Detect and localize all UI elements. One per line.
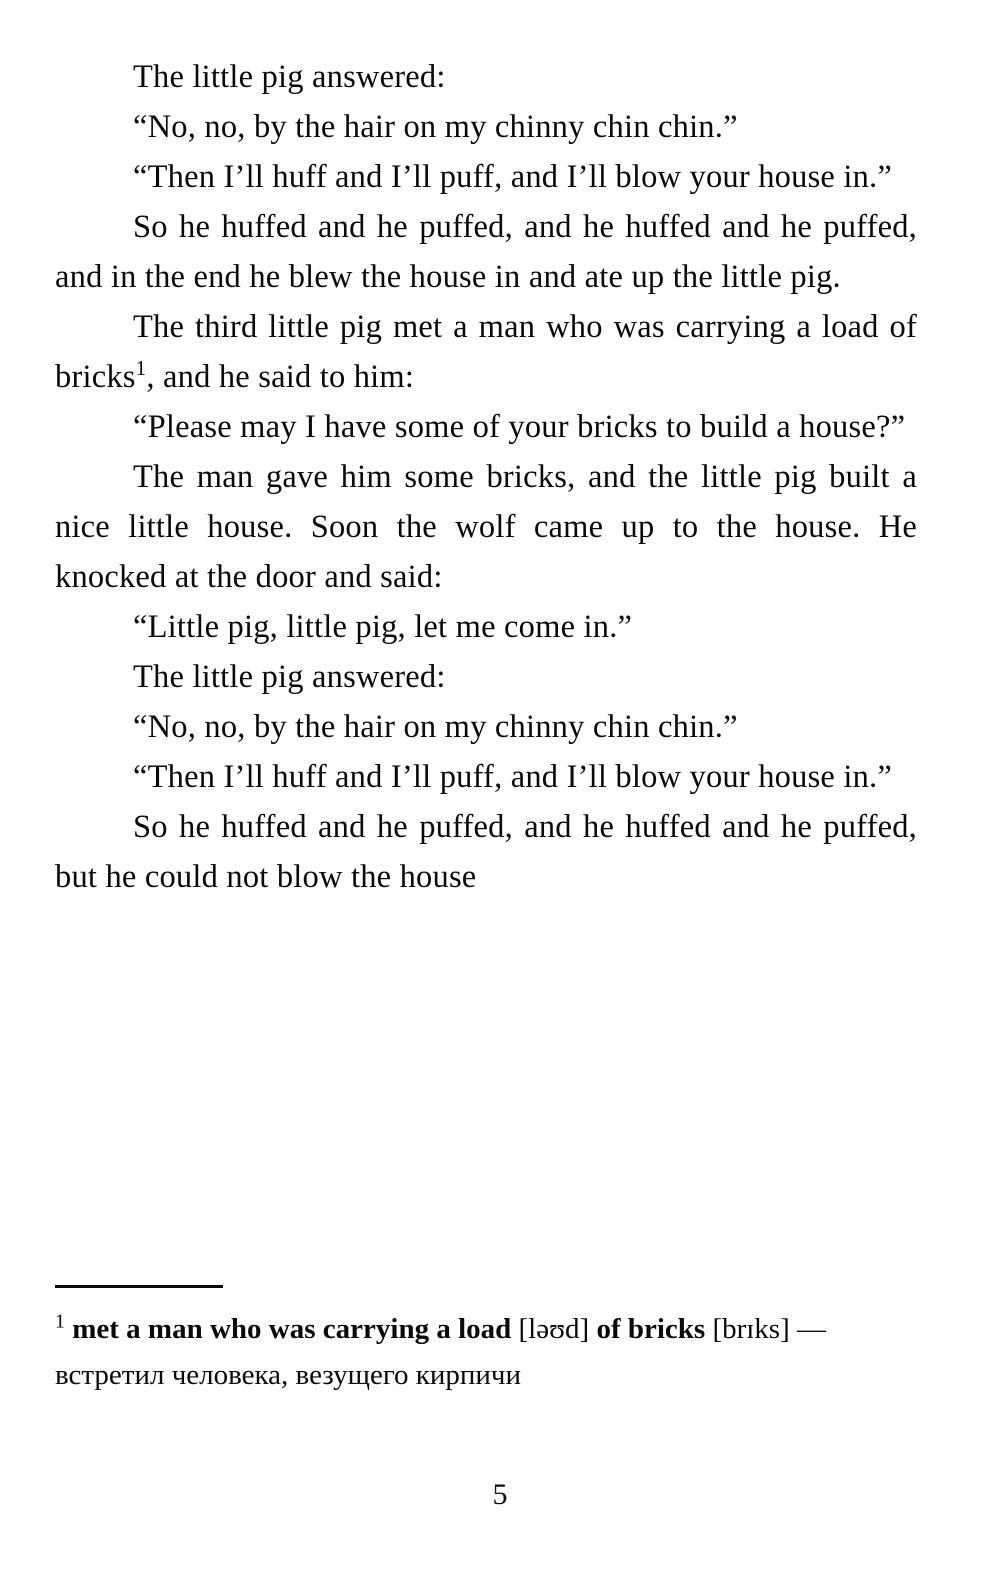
footnote-translation: — встретил человека, везущего кирпичи	[55, 1313, 827, 1391]
paragraph: The little pig answered:	[133, 659, 446, 695]
footnote	[55, 1306, 925, 1398]
paragraph: “Then I’ll huff and I’ll puff, and I’ll blow your house in.”	[133, 159, 893, 195]
footnote-transcription-load: [ləʊd]	[518, 1313, 597, 1345]
footnote-number: 1	[55, 1310, 65, 1333]
footnote-marker: 1	[135, 356, 147, 381]
paragraph: The man gave him some bricks, and the little pig built a nice little house. Soon the wolf came up to the house. He knocked at the door and said:	[55, 459, 917, 595]
footnote-transcription-bricks: [brɪks]	[712, 1313, 798, 1345]
paragraph-with-footnote	[55, 302, 917, 402]
paragraph-text: The third little pig met a man who was carrying a load of bricks	[55, 309, 917, 395]
page-number: 5	[492, 1478, 508, 1511]
footnote-divider	[55, 1285, 223, 1288]
paragraph-text-tail: , and he said to him:	[146, 359, 415, 395]
paragraph: “No, no, by the hair on my chinny chin chin.”	[133, 709, 738, 745]
paragraph: So he huffed and he puffed, and he huffed and he puffed, and in the end he blew the house in and ate up the little pig.	[55, 209, 917, 295]
paragraph: “Please may I have some of your bricks to build a house?”	[133, 409, 906, 445]
page-body	[55, 52, 917, 902]
paragraph: The little pig answered:	[133, 59, 446, 95]
footnote-bold-lead: met a man who was carrying a load	[65, 1313, 519, 1345]
paragraph: “Little pig, little pig, let me come in.”	[133, 609, 633, 645]
footnote-bold-mid: of bricks	[596, 1313, 713, 1345]
paragraph: So he huffed and he puffed, and he huffed and he puffed, but he could not blow the house	[55, 809, 917, 895]
paragraph: “No, no, by the hair on my chinny chin chin.”	[133, 109, 738, 145]
paragraph: “Then I’ll huff and I’ll puff, and I’ll blow your house in.”	[133, 759, 893, 795]
